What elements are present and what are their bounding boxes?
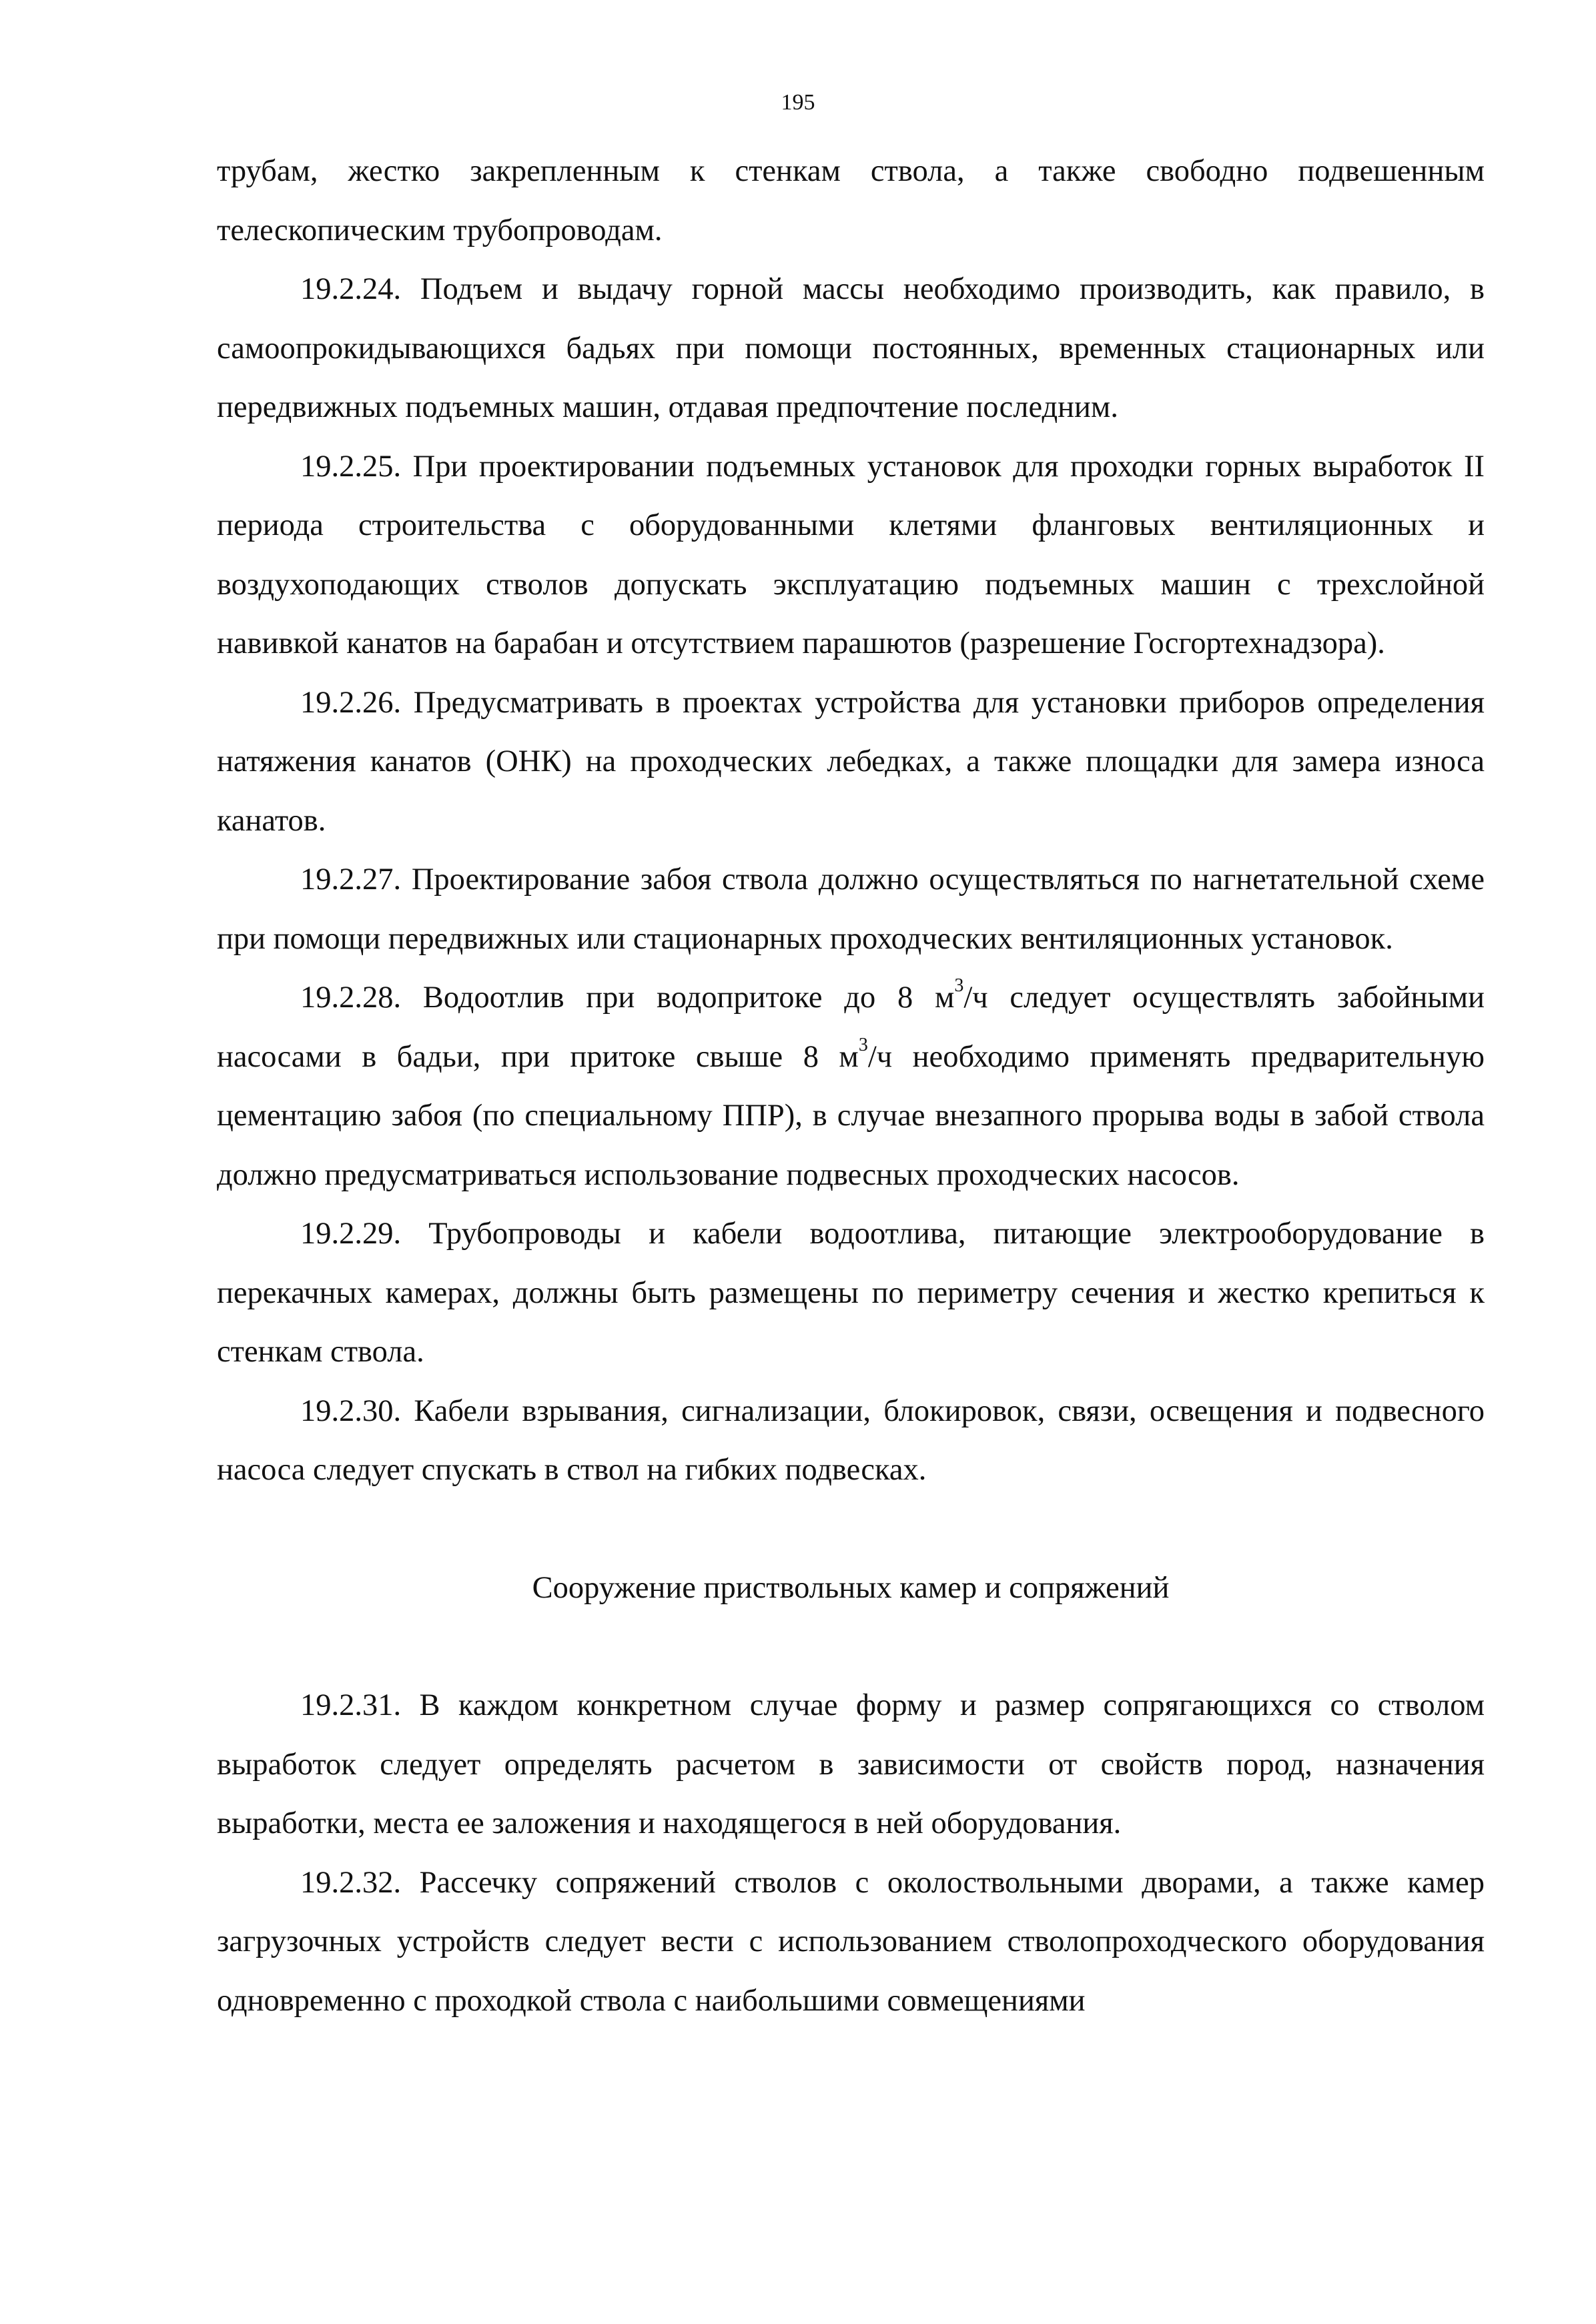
paragraph-19-2-28-part2: /ч следует осуществлять забойными насосами в бадьи, при притоке свыше 8 м xyxy=(217,981,1485,1074)
paragraph-19-2-25: 19.2.25. При проектировании подъемных установок для проходки горных выработок II периода строительства с оборудованными клетями фланговых вентиляционных и воздухоподающих стволов допускать эксплуатацию подъемных машин с трехслойной навивкой канатов на барабан и отсутствием парашютов (разрешение Госгортехнадзора). xyxy=(217,449,1485,660)
paragraph-19-2-26: 19.2.26. Предусматривать в проектах устройства для установки приборов определения натяжения канатов (ОНК) на проходческих лебедках, а также площадки для замера износа канатов. xyxy=(217,685,1485,838)
paragraph-continuation: трубам, жестко закрепленным к стенкам ствола, а также свободно подвешенным телескопическим трубопроводам. xyxy=(217,154,1485,247)
paragraph-19-2-28-part1: 19.2.28. Водоотлив при водопритоке до 8 м xyxy=(300,981,955,1015)
section-heading: Сооружение приствольных камер и сопряжений xyxy=(532,1570,1170,1605)
paragraph-19-2-29: 19.2.29. Трубопроводы и кабели водоотлива, питающие электрооборудование в перекачных камерах, должны быть размещены по периметру сечения и жестко крепиться к стенкам ствола. xyxy=(217,1217,1485,1369)
paragraph-19-2-28-part3: /ч необходимо применять предварительную цементацию забоя (по специальному ППР), в случае внезапного прорыва воды в забой ствола должно предусматриваться использование подвесных проходческих насосов. xyxy=(217,1039,1485,1192)
paragraph-19-2-32: 19.2.32. Рассечку сопряжений стволов с околоствольными дворами, а также камер загрузочных устройств следует вести с использованием стволопроходческого оборудования одновременно с проходкой ствола с наибольшими совмещениями xyxy=(217,1865,1485,2018)
cubic-superscript-2: 3 xyxy=(858,1034,868,1055)
paragraph-19-2-31: 19.2.31. В каждом конкретном случае форму и размер сопрягающихся со стволом выработок следует определять расчетом в зависимости от свойств пород, назначения выработки, места ее заложения и находящегося в ней оборудования. xyxy=(217,1688,1485,1840)
paragraph-19-2-24: 19.2.24. Подъем и выдачу горной массы необходимо производить, как правило, в самоопрокидывающихся бадьях при помощи постоянных, временных стационарных или передвижных подъемных машин, отдавая предпочтение последним. xyxy=(217,272,1485,424)
document-body xyxy=(217,142,1485,2030)
paragraph-19-2-30: 19.2.30. Кабели взрывания, сигнализации, блокировок, связи, освещения и подвесного насоса следует спускать в ствол на гибких подвесках. xyxy=(217,1393,1485,1487)
paragraph-19-2-27: 19.2.27. Проектирование забоя ствола должно осуществляться по нагнетательной схеме при помощи передвижных или стационарных проходческих вентиляционных установок. xyxy=(217,862,1485,956)
cubic-superscript-1: 3 xyxy=(954,975,964,997)
paragraph-19-2-28 xyxy=(217,969,1485,1205)
page-number: 195 xyxy=(781,90,815,115)
